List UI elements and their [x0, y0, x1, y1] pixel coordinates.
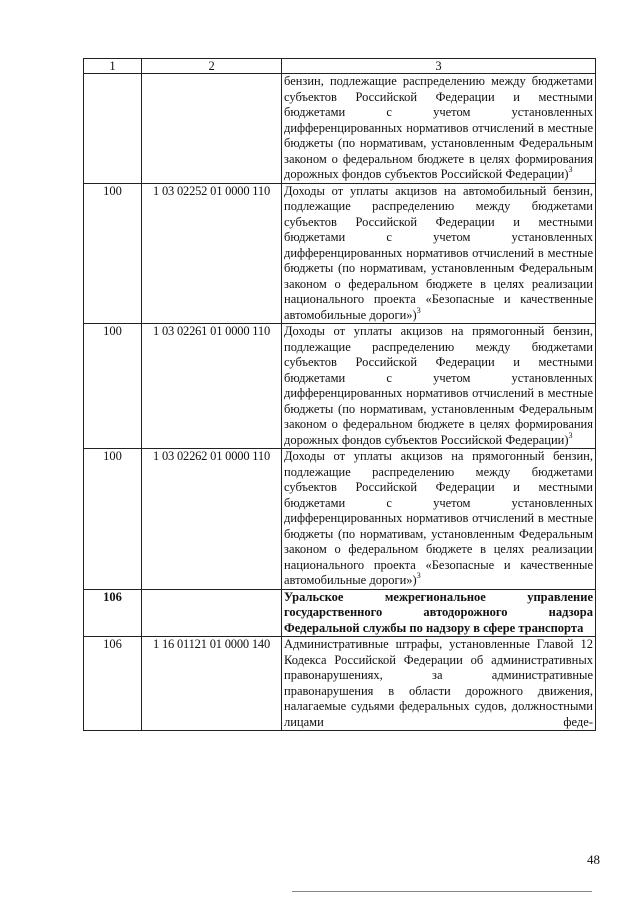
row-description: [282, 74, 596, 184]
row-admin-code: [84, 74, 142, 184]
table-row: [84, 637, 596, 731]
header-col-3: 3: [282, 59, 596, 74]
footnote-marker: 3: [416, 305, 421, 315]
table-row: [84, 183, 596, 324]
row-description: [282, 324, 596, 449]
row-budget-code: [142, 589, 282, 637]
table-row: [84, 449, 596, 590]
row-text: Уральское межрегиональное управление государственного автодорожного надзора Федеральной службы по надзору в сфере транспорта: [284, 589, 593, 635]
header-col-1: 1: [84, 59, 142, 74]
row-budget-code: 1 03 02252 01 0000 110: [142, 183, 282, 324]
row-text: Административные штрафы, установленные Главой 12 Кодекса Российской Федерации об административных правонарушениях, за административные правонарушения в области дорожного движения, налагаемые судьями федеральных судов, должностными лицами феде-: [284, 637, 593, 729]
footnote-marker: 3: [568, 165, 573, 174]
row-admin-code: 106: [84, 637, 142, 731]
row-budget-code: 1 03 02261 01 0000 110: [142, 324, 282, 449]
table-row: [84, 74, 596, 184]
row-text: бензин, подлежащие распределению между бюджетами субъектов Российской Федерации и местными бюджетами с учетом установленных дифференцированных нормативов отчислений в местные бюджеты (по нормативам, установленным Федеральным законом о федеральном бюджете в целях формирования дорожных фондов субъектов Российской Федерации): [284, 74, 593, 181]
row-budget-code: 1 16 01121 01 0000 140: [142, 637, 282, 731]
bottom-rule: [292, 891, 592, 892]
footnote-marker: 3: [416, 571, 421, 580]
table-row: [84, 324, 596, 449]
row-text: Доходы от уплаты акцизов на автомобильный бензин, подлежащие распределению между бюджетами субъектов Российской Федерации и местными бюджетами с учетом установленных дифференцированных нормативов отчислений в местные бюджеты (по нормативам, установленным Федеральным законом о федеральном бюджете в целях реализации национального проекта «Безопасные и качественные автомобильные дороги»): [284, 183, 593, 322]
row-budget-code: [142, 74, 282, 184]
page-number: 48: [587, 852, 600, 867]
row-admin-code: 106: [84, 589, 142, 637]
row-text: Доходы от уплаты акцизов на прямогонный бензин, подлежащие распределению между бюджетами субъектов Российской Федерации и местными бюджетами с учетом установленных дифференцированных нормативов отчислений в местные бюджеты (по нормативам, установленным Федеральным законом о федеральном бюджете в целях реализации национального проекта «Безопасные и качественные автомобильные дороги»): [284, 449, 593, 587]
row-admin-code: 100: [84, 449, 142, 590]
row-description: [282, 637, 596, 731]
table-row-section: [84, 589, 596, 637]
row-text: Доходы от уплаты акцизов на прямогонный бензин, подлежащие распределению между бюджетами субъектов Российской Федерации и местными бюджетами с учетом установленных дифференцированных нормативов отчислений в местные бюджеты (по нормативам, установленным Федеральным законом о федеральном бюджете в целях формирования дорожных фондов субъектов Российской Федерации): [284, 324, 593, 447]
revenue-table: [83, 58, 596, 731]
row-agency-title: [282, 589, 596, 637]
row-description: [282, 449, 596, 590]
row-admin-code: 100: [84, 183, 142, 324]
header-col-2: 2: [142, 59, 282, 74]
row-description: [282, 183, 596, 324]
footnote-marker: 3: [568, 430, 573, 440]
row-admin-code: 100: [84, 324, 142, 449]
row-budget-code: 1 03 02262 01 0000 110: [142, 449, 282, 590]
table-header-row: [84, 59, 596, 74]
